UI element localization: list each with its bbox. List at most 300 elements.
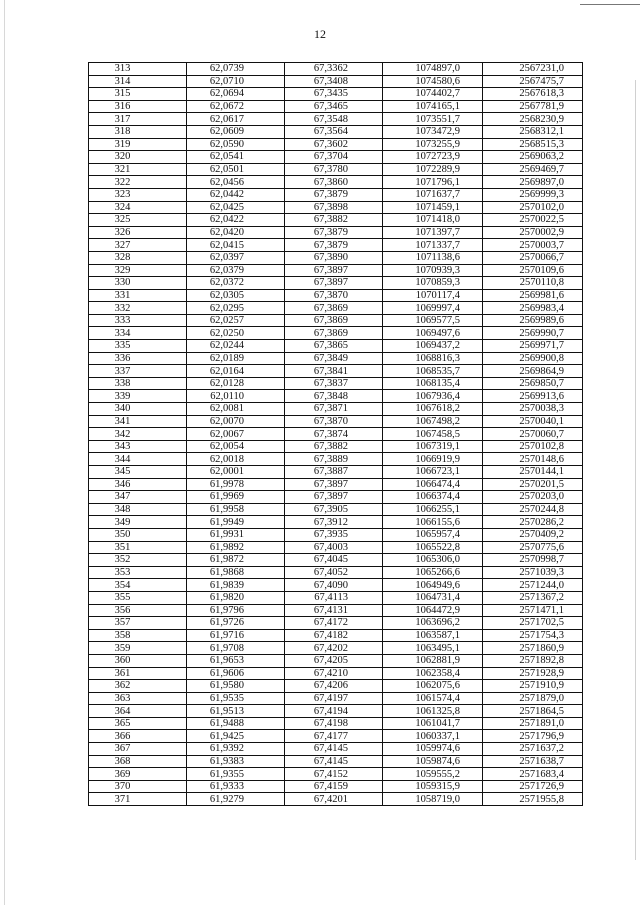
x-coordinate-cell: 1066255,1: [383, 503, 483, 516]
latitude-cell: 61,9279: [187, 793, 285, 806]
x-coordinate-cell: 1069497,6: [383, 327, 483, 340]
latitude-cell: 61,9868: [187, 566, 285, 579]
table-row: [89, 516, 583, 529]
table-row: [89, 793, 583, 806]
latitude-cell: 62,0710: [187, 75, 285, 88]
point-number-cell: 344: [89, 453, 187, 466]
longitude-cell: 67,3890: [285, 251, 383, 264]
latitude-cell: 61,9931: [187, 528, 285, 541]
longitude-cell: 67,3897: [285, 264, 383, 277]
y-coordinate-cell: 2571039,3: [483, 566, 583, 579]
x-coordinate-cell: 1065957,4: [383, 528, 483, 541]
scan-edge-left: [4, 0, 5, 905]
longitude-cell: 67,3935: [285, 528, 383, 541]
x-coordinate-cell: 1065306,0: [383, 554, 483, 567]
table-row: [89, 188, 583, 201]
point-number-cell: 327: [89, 239, 187, 252]
longitude-cell: 67,3704: [285, 151, 383, 164]
latitude-cell: 61,9708: [187, 642, 285, 655]
point-number-cell: 345: [89, 466, 187, 479]
latitude-cell: 62,0442: [187, 188, 285, 201]
table-row: [89, 705, 583, 718]
table-row: [89, 302, 583, 315]
longitude-cell: 67,3841: [285, 365, 383, 378]
x-coordinate-cell: 1074165,1: [383, 100, 483, 113]
table-row: [89, 667, 583, 680]
table-row: [89, 491, 583, 504]
longitude-cell: 67,3887: [285, 466, 383, 479]
x-coordinate-cell: 1062075,6: [383, 680, 483, 693]
point-number-cell: 319: [89, 138, 187, 151]
x-coordinate-cell: 1074402,7: [383, 88, 483, 101]
x-coordinate-cell: 1061325,8: [383, 705, 483, 718]
point-number-cell: 341: [89, 415, 187, 428]
point-number-cell: 358: [89, 629, 187, 642]
table-row: [89, 717, 583, 730]
y-coordinate-cell: 2571726,9: [483, 780, 583, 793]
latitude-cell: 61,9383: [187, 755, 285, 768]
x-coordinate-cell: 1071337,7: [383, 239, 483, 252]
x-coordinate-cell: 1071138,6: [383, 251, 483, 264]
y-coordinate-cell: 2570066,7: [483, 251, 583, 264]
table-row: [89, 226, 583, 239]
latitude-cell: 62,0456: [187, 176, 285, 189]
latitude-cell: 61,9872: [187, 554, 285, 567]
point-number-cell: 356: [89, 604, 187, 617]
longitude-cell: 67,3780: [285, 163, 383, 176]
x-coordinate-cell: 1071459,1: [383, 201, 483, 214]
point-number-cell: 314: [89, 75, 187, 88]
longitude-cell: 67,3435: [285, 88, 383, 101]
table-row: [89, 63, 583, 76]
point-number-cell: 329: [89, 264, 187, 277]
y-coordinate-cell: 2569999,3: [483, 188, 583, 201]
point-number-cell: 326: [89, 226, 187, 239]
table-row: [89, 528, 583, 541]
y-coordinate-cell: 2570203,0: [483, 491, 583, 504]
x-coordinate-cell: 1074580,6: [383, 75, 483, 88]
y-coordinate-cell: 2570102,0: [483, 201, 583, 214]
point-number-cell: 334: [89, 327, 187, 340]
x-coordinate-cell: 1072289,9: [383, 163, 483, 176]
latitude-cell: 61,9839: [187, 579, 285, 592]
latitude-cell: 62,0018: [187, 453, 285, 466]
point-number-cell: 313: [89, 63, 187, 76]
x-coordinate-cell: 1070117,4: [383, 289, 483, 302]
table-row: [89, 541, 583, 554]
latitude-cell: 62,0617: [187, 113, 285, 126]
x-coordinate-cell: 1063587,1: [383, 629, 483, 642]
point-number-cell: 339: [89, 390, 187, 403]
y-coordinate-cell: 2570060,7: [483, 428, 583, 441]
x-coordinate-cell: 1068535,7: [383, 365, 483, 378]
point-number-cell: 342: [89, 428, 187, 441]
longitude-cell: 67,4045: [285, 554, 383, 567]
latitude-cell: 62,0189: [187, 352, 285, 365]
y-coordinate-cell: 2569981,6: [483, 289, 583, 302]
table-row: [89, 251, 583, 264]
table-row: [89, 415, 583, 428]
latitude-cell: 62,0067: [187, 428, 285, 441]
point-number-cell: 364: [89, 705, 187, 718]
longitude-cell: 67,4152: [285, 768, 383, 781]
point-number-cell: 346: [89, 478, 187, 491]
x-coordinate-cell: 1061574,4: [383, 692, 483, 705]
longitude-cell: 67,3869: [285, 327, 383, 340]
latitude-cell: 61,9488: [187, 717, 285, 730]
latitude-cell: 61,9958: [187, 503, 285, 516]
x-coordinate-cell: 1063696,2: [383, 617, 483, 630]
table-row: [89, 277, 583, 290]
x-coordinate-cell: 1067618,2: [383, 403, 483, 416]
y-coordinate-cell: 2570102,8: [483, 440, 583, 453]
latitude-cell: 61,9392: [187, 743, 285, 756]
longitude-cell: 67,3860: [285, 176, 383, 189]
point-number-cell: 352: [89, 554, 187, 567]
latitude-cell: 62,0541: [187, 151, 285, 164]
x-coordinate-cell: 1067458,5: [383, 428, 483, 441]
latitude-cell: 62,0128: [187, 377, 285, 390]
latitude-cell: 61,9716: [187, 629, 285, 642]
point-number-cell: 360: [89, 654, 187, 667]
y-coordinate-cell: 2571754,3: [483, 629, 583, 642]
x-coordinate-cell: 1059315,9: [383, 780, 483, 793]
point-number-cell: 348: [89, 503, 187, 516]
latitude-cell: 61,9820: [187, 591, 285, 604]
point-number-cell: 336: [89, 352, 187, 365]
x-coordinate-cell: 1064949,6: [383, 579, 483, 592]
point-number-cell: 351: [89, 541, 187, 554]
longitude-cell: 67,3362: [285, 63, 383, 76]
x-coordinate-cell: 1068816,3: [383, 352, 483, 365]
latitude-cell: 62,0379: [187, 264, 285, 277]
latitude-cell: 61,9535: [187, 692, 285, 705]
x-coordinate-cell: 1066919,9: [383, 453, 483, 466]
longitude-cell: 67,3564: [285, 125, 383, 138]
y-coordinate-cell: 2571910,9: [483, 680, 583, 693]
longitude-cell: 67,3871: [285, 403, 383, 416]
x-coordinate-cell: 1070859,3: [383, 277, 483, 290]
longitude-cell: 67,4113: [285, 591, 383, 604]
x-coordinate-cell: 1069577,5: [383, 314, 483, 327]
table-row: [89, 604, 583, 617]
x-coordinate-cell: 1064731,4: [383, 591, 483, 604]
table-row: [89, 390, 583, 403]
coordinates-table: [88, 62, 583, 806]
table-row: [89, 75, 583, 88]
y-coordinate-cell: 2571702,5: [483, 617, 583, 630]
latitude-cell: 62,0415: [187, 239, 285, 252]
longitude-cell: 67,3898: [285, 201, 383, 214]
latitude-cell: 61,9978: [187, 478, 285, 491]
x-coordinate-cell: 1072723,9: [383, 151, 483, 164]
table-row: [89, 642, 583, 655]
point-number-cell: 371: [89, 793, 187, 806]
y-coordinate-cell: 2567231,0: [483, 63, 583, 76]
y-coordinate-cell: 2571955,8: [483, 793, 583, 806]
y-coordinate-cell: 2570144,1: [483, 466, 583, 479]
latitude-cell: 61,9513: [187, 705, 285, 718]
longitude-cell: 67,4210: [285, 667, 383, 680]
latitude-cell: 62,0422: [187, 214, 285, 227]
y-coordinate-cell: 2569900,8: [483, 352, 583, 365]
table-row: [89, 327, 583, 340]
table-row: [89, 503, 583, 516]
x-coordinate-cell: 1071637,7: [383, 188, 483, 201]
y-coordinate-cell: 2568515,3: [483, 138, 583, 151]
longitude-cell: 67,3879: [285, 239, 383, 252]
point-number-cell: 347: [89, 491, 187, 504]
point-number-cell: 354: [89, 579, 187, 592]
table-row: [89, 554, 583, 567]
x-coordinate-cell: 1074897,0: [383, 63, 483, 76]
y-coordinate-cell: 2569971,7: [483, 340, 583, 353]
point-number-cell: 338: [89, 377, 187, 390]
table-row: [89, 403, 583, 416]
y-coordinate-cell: 2571860,9: [483, 642, 583, 655]
x-coordinate-cell: 1059974,6: [383, 743, 483, 756]
y-coordinate-cell: 2571928,9: [483, 667, 583, 680]
latitude-cell: 62,0672: [187, 100, 285, 113]
latitude-cell: 62,0244: [187, 340, 285, 353]
table-row: [89, 214, 583, 227]
latitude-cell: 62,0501: [187, 163, 285, 176]
latitude-cell: 62,0164: [187, 365, 285, 378]
longitude-cell: 67,4197: [285, 692, 383, 705]
longitude-cell: 67,4003: [285, 541, 383, 554]
x-coordinate-cell: 1073472,9: [383, 125, 483, 138]
latitude-cell: 62,0054: [187, 440, 285, 453]
latitude-cell: 62,0081: [187, 403, 285, 416]
longitude-cell: 67,3869: [285, 314, 383, 327]
latitude-cell: 61,9796: [187, 604, 285, 617]
longitude-cell: 67,4198: [285, 717, 383, 730]
table-row: [89, 780, 583, 793]
longitude-cell: 67,3897: [285, 491, 383, 504]
x-coordinate-cell: 1062881,9: [383, 654, 483, 667]
table-row: [89, 377, 583, 390]
y-coordinate-cell: 2570003,7: [483, 239, 583, 252]
table-row: [89, 340, 583, 353]
point-number-cell: 323: [89, 188, 187, 201]
y-coordinate-cell: 2571879,0: [483, 692, 583, 705]
x-coordinate-cell: 1070939,3: [383, 264, 483, 277]
longitude-cell: 67,3882: [285, 214, 383, 227]
point-number-cell: 340: [89, 403, 187, 416]
latitude-cell: 61,9580: [187, 680, 285, 693]
point-number-cell: 316: [89, 100, 187, 113]
point-number-cell: 369: [89, 768, 187, 781]
point-number-cell: 359: [89, 642, 187, 655]
longitude-cell: 67,3602: [285, 138, 383, 151]
longitude-cell: 67,3870: [285, 289, 383, 302]
x-coordinate-cell: 1067498,2: [383, 415, 483, 428]
point-number-cell: 331: [89, 289, 187, 302]
longitude-cell: 67,4131: [285, 604, 383, 617]
y-coordinate-cell: 2570244,8: [483, 503, 583, 516]
x-coordinate-cell: 1058719,0: [383, 793, 483, 806]
table-row: [89, 466, 583, 479]
y-coordinate-cell: 2569983,4: [483, 302, 583, 315]
longitude-cell: 67,3879: [285, 226, 383, 239]
top-right-rule: [580, 4, 640, 5]
table-row: [89, 629, 583, 642]
point-number-cell: 333: [89, 314, 187, 327]
latitude-cell: 61,9949: [187, 516, 285, 529]
table-row: [89, 591, 583, 604]
point-number-cell: 362: [89, 680, 187, 693]
x-coordinate-cell: 1068135,4: [383, 377, 483, 390]
y-coordinate-cell: 2571683,4: [483, 768, 583, 781]
y-coordinate-cell: 2570022,5: [483, 214, 583, 227]
y-coordinate-cell: 2567618,3: [483, 88, 583, 101]
x-coordinate-cell: 1066723,1: [383, 466, 483, 479]
point-number-cell: 343: [89, 440, 187, 453]
longitude-cell: 67,4172: [285, 617, 383, 630]
table-row: [89, 692, 583, 705]
longitude-cell: 67,3912: [285, 516, 383, 529]
longitude-cell: 67,3905: [285, 503, 383, 516]
y-coordinate-cell: 2570409,2: [483, 528, 583, 541]
x-coordinate-cell: 1067319,1: [383, 440, 483, 453]
point-number-cell: 324: [89, 201, 187, 214]
table-row: [89, 478, 583, 491]
table-row: [89, 289, 583, 302]
latitude-cell: 61,9892: [187, 541, 285, 554]
longitude-cell: 67,3889: [285, 453, 383, 466]
x-coordinate-cell: 1071418,0: [383, 214, 483, 227]
table-row: [89, 617, 583, 630]
y-coordinate-cell: 2568230,9: [483, 113, 583, 126]
x-coordinate-cell: 1073551,7: [383, 113, 483, 126]
longitude-cell: 67,3408: [285, 75, 383, 88]
latitude-cell: 61,9726: [187, 617, 285, 630]
y-coordinate-cell: 2570998,7: [483, 554, 583, 567]
latitude-cell: 61,9606: [187, 667, 285, 680]
longitude-cell: 67,4145: [285, 755, 383, 768]
y-coordinate-cell: 2571244,0: [483, 579, 583, 592]
x-coordinate-cell: 1059555,2: [383, 768, 483, 781]
point-number-cell: 365: [89, 717, 187, 730]
point-number-cell: 322: [89, 176, 187, 189]
y-coordinate-cell: 2569063,2: [483, 151, 583, 164]
x-coordinate-cell: 1064472,9: [383, 604, 483, 617]
point-number-cell: 317: [89, 113, 187, 126]
y-coordinate-cell: 2569913,6: [483, 390, 583, 403]
longitude-cell: 67,3849: [285, 352, 383, 365]
y-coordinate-cell: 2571471,1: [483, 604, 583, 617]
point-number-cell: 318: [89, 125, 187, 138]
y-coordinate-cell: 2570040,1: [483, 415, 583, 428]
latitude-cell: 61,9425: [187, 730, 285, 743]
latitude-cell: 62,0001: [187, 466, 285, 479]
x-coordinate-cell: 1065266,6: [383, 566, 483, 579]
longitude-cell: 67,3897: [285, 277, 383, 290]
x-coordinate-cell: 1061041,7: [383, 717, 483, 730]
latitude-cell: 62,0425: [187, 201, 285, 214]
x-coordinate-cell: 1060337,1: [383, 730, 483, 743]
y-coordinate-cell: 2570110,8: [483, 277, 583, 290]
longitude-cell: 67,4201: [285, 793, 383, 806]
x-coordinate-cell: 1069997,4: [383, 302, 483, 315]
table-row: [89, 566, 583, 579]
latitude-cell: 62,0420: [187, 226, 285, 239]
x-coordinate-cell: 1066474,4: [383, 478, 483, 491]
y-coordinate-cell: 2571796,9: [483, 730, 583, 743]
longitude-cell: 67,4194: [285, 705, 383, 718]
y-coordinate-cell: 2570109,6: [483, 264, 583, 277]
y-coordinate-cell: 2571891,0: [483, 717, 583, 730]
y-coordinate-cell: 2571864,5: [483, 705, 583, 718]
table-row: [89, 428, 583, 441]
x-coordinate-cell: 1067936,4: [383, 390, 483, 403]
latitude-cell: 61,9333: [187, 780, 285, 793]
longitude-cell: 67,4182: [285, 629, 383, 642]
table-row: [89, 768, 583, 781]
point-number-cell: 366: [89, 730, 187, 743]
latitude-cell: 61,9355: [187, 768, 285, 781]
table-row: [89, 88, 583, 101]
table-row: [89, 440, 583, 453]
point-number-cell: 368: [89, 755, 187, 768]
table-row: [89, 314, 583, 327]
y-coordinate-cell: 2570002,9: [483, 226, 583, 239]
table-row: [89, 113, 583, 126]
table-row: [89, 654, 583, 667]
latitude-cell: 62,0070: [187, 415, 285, 428]
latitude-cell: 62,0295: [187, 302, 285, 315]
latitude-cell: 61,9653: [187, 654, 285, 667]
longitude-cell: 67,3897: [285, 478, 383, 491]
table-row: [89, 264, 583, 277]
x-coordinate-cell: 1071397,7: [383, 226, 483, 239]
point-number-cell: 353: [89, 566, 187, 579]
latitude-cell: 62,0305: [187, 289, 285, 302]
point-number-cell: 357: [89, 617, 187, 630]
point-number-cell: 335: [89, 340, 187, 353]
latitude-cell: 62,0739: [187, 63, 285, 76]
table-row: [89, 453, 583, 466]
table-row: [89, 743, 583, 756]
y-coordinate-cell: 2570775,6: [483, 541, 583, 554]
latitude-cell: 62,0250: [187, 327, 285, 340]
point-number-cell: 349: [89, 516, 187, 529]
longitude-cell: 67,4145: [285, 743, 383, 756]
longitude-cell: 67,4202: [285, 642, 383, 655]
longitude-cell: 67,3879: [285, 188, 383, 201]
point-number-cell: 370: [89, 780, 187, 793]
latitude-cell: 62,0397: [187, 251, 285, 264]
y-coordinate-cell: 2570148,6: [483, 453, 583, 466]
x-coordinate-cell: 1071796,1: [383, 176, 483, 189]
table-row: [89, 100, 583, 113]
x-coordinate-cell: 1066155,6: [383, 516, 483, 529]
latitude-cell: 62,0110: [187, 390, 285, 403]
point-number-cell: 367: [89, 743, 187, 756]
y-coordinate-cell: 2568312,1: [483, 125, 583, 138]
longitude-cell: 67,3882: [285, 440, 383, 453]
latitude-cell: 62,0372: [187, 277, 285, 290]
longitude-cell: 67,4206: [285, 680, 383, 693]
y-coordinate-cell: 2569897,0: [483, 176, 583, 189]
longitude-cell: 67,4090: [285, 579, 383, 592]
longitude-cell: 67,4159: [285, 780, 383, 793]
y-coordinate-cell: 2571638,7: [483, 755, 583, 768]
longitude-cell: 67,3465: [285, 100, 383, 113]
x-coordinate-cell: 1065522,8: [383, 541, 483, 554]
latitude-cell: 61,9969: [187, 491, 285, 504]
table-row: [89, 730, 583, 743]
